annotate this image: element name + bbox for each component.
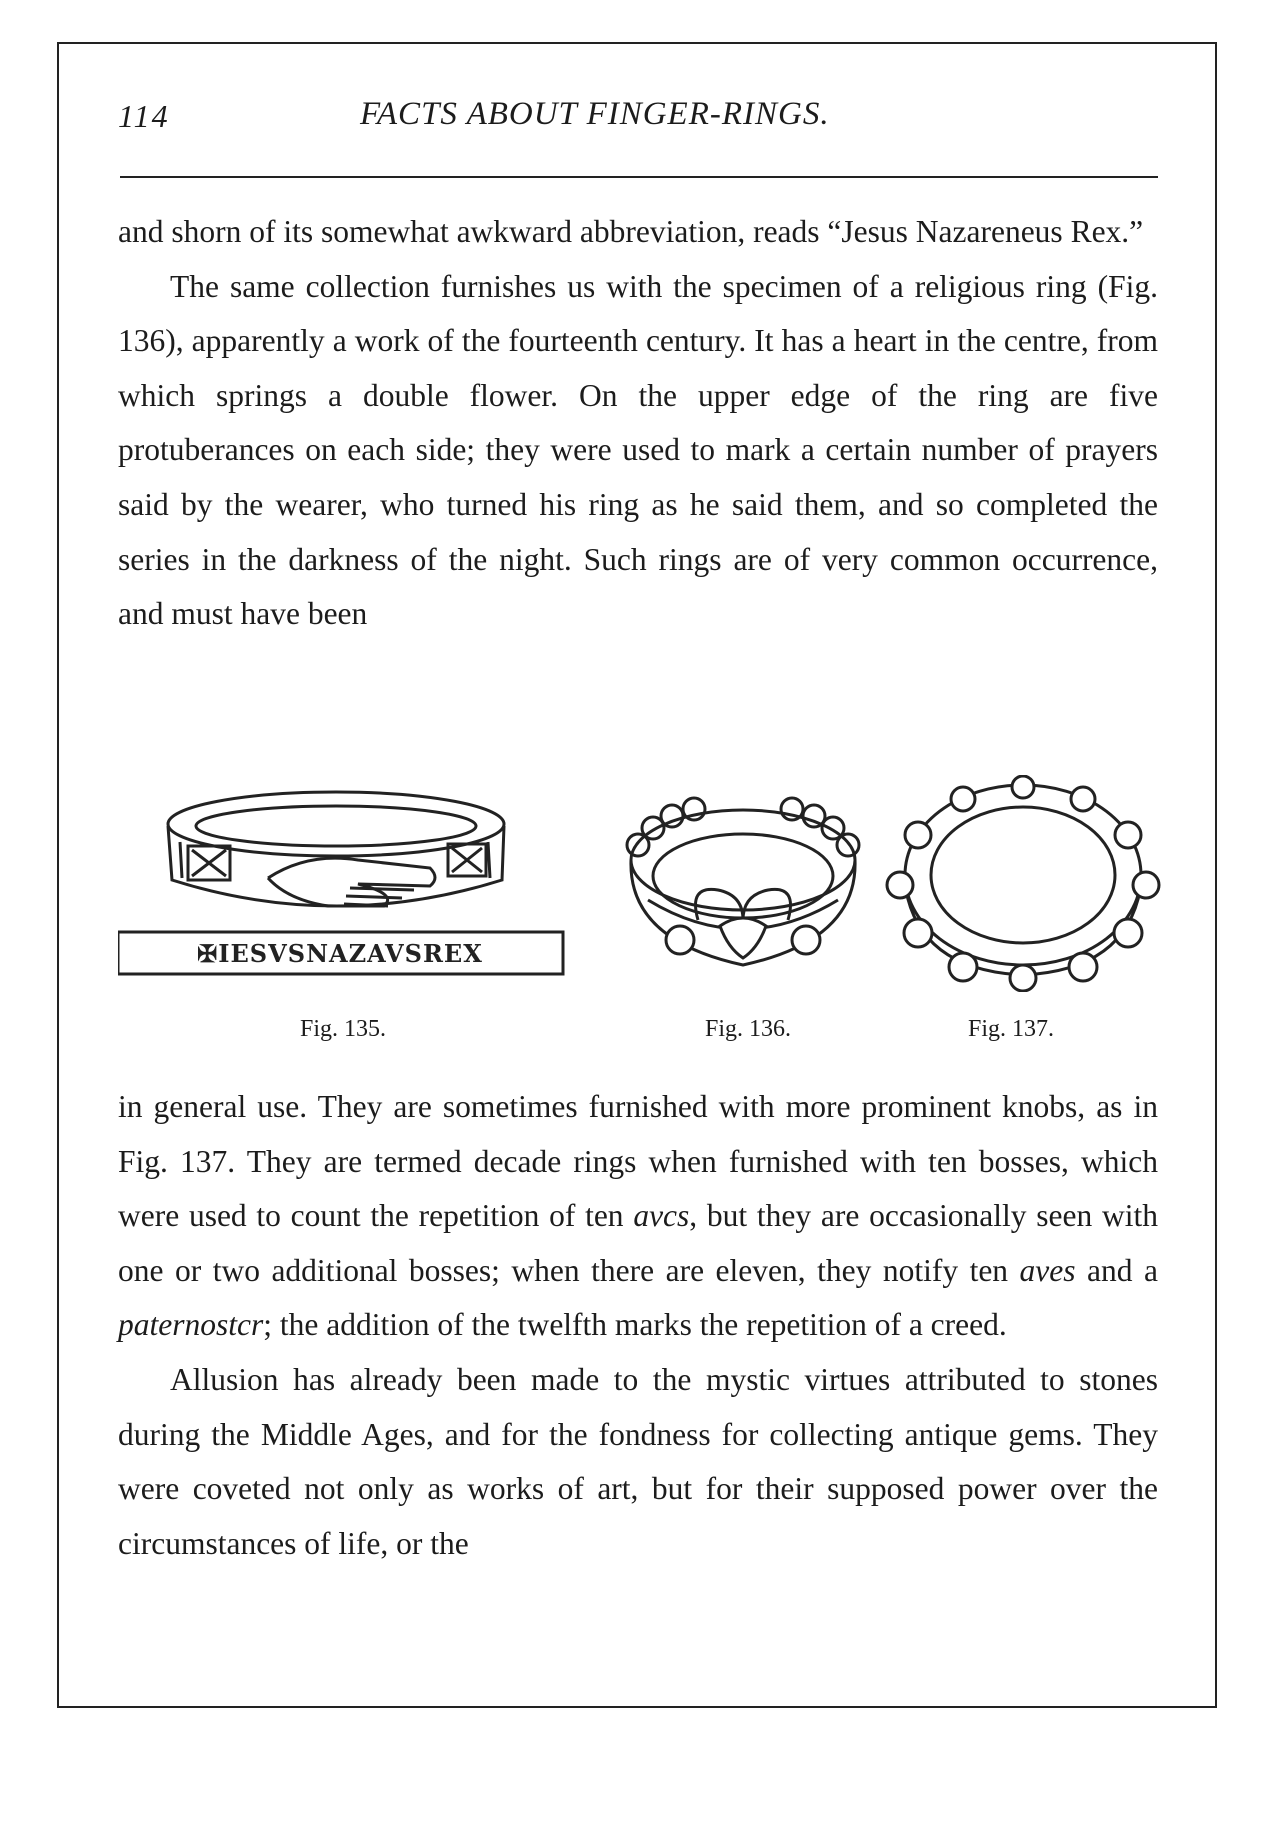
figure-caption-137: Fig. 137. [968,1016,1055,1042]
page-border-right [1215,42,1217,1707]
figure-caption-135: Fig. 135. [300,1016,387,1042]
text-run: , but they are occasionally seen with one or two additional bosses; when there are eleven, they notify ten [118,1198,1158,1288]
paragraph-continuation: and shorn of its somewhat awkward abbreviation, reads “Jesus Nazareneus Rex.” [118,214,1144,249]
figure-136 [608,790,878,992]
figure-137 [878,775,1168,992]
page-border-bottom [57,1706,1217,1708]
paragraph-mystic-virtues: Allusion has already been made to the mystic virtues attributed to stones during the Middle Ages, and for the fondness for collecting antique gems. They were coveted not only as works of art, but for their supposed power over the circumstances of life, or the [118,1361,1158,1561]
text-run: and a [1075,1252,1158,1288]
figure-135 [118,782,568,982]
text-run: in general use. They are sometimes furnished with more prominent knobs, as in Fig. 137. They are termed decade rings when furnished with ten bosses, which were used to count the repetition of ten [118,1089,1158,1234]
running-title: FACTS ABOUT FINGER-RINGS. [360,96,830,132]
italic-word-aves: aves [1019,1252,1076,1288]
paragraph-decade-rings [118,1080,1158,1353]
text-block-bottom [118,1080,1158,1571]
header-rule [120,176,1158,178]
heart-ring-illustration [608,790,878,992]
italic-word-paternoster: paternostcr [118,1307,264,1343]
page-number: 114 [118,98,170,134]
figure-caption-136: Fig. 136. [705,1016,792,1042]
ring-clasped-hands-illustration [118,782,568,982]
text-block-top [118,205,1158,642]
italic-word-avcs: avcs [633,1198,690,1234]
ring-inscription: ✠IESVSNAZAVSREX [197,939,483,968]
text-run: ; the addition of the twelfth marks the repetition of a creed. [263,1307,1007,1343]
decade-ring-illustration [878,775,1168,992]
page-border-left [57,42,59,1707]
page-border-top [57,42,1217,44]
paragraph-fig136: The same collection furnishes us with the specimen of a religious ring (Fig. 136), apparently a work of the fourteenth century. It has a heart in the centre, from which springs a double flower. On the upper edge of the ring are five protuberances on each side; they were used to mark a certain number of prayers said by the wearer, who turned his ring as he said them, and so completed the series in the darkness of the night. Such rings are of very common occurrence, and must have been [118,268,1158,632]
